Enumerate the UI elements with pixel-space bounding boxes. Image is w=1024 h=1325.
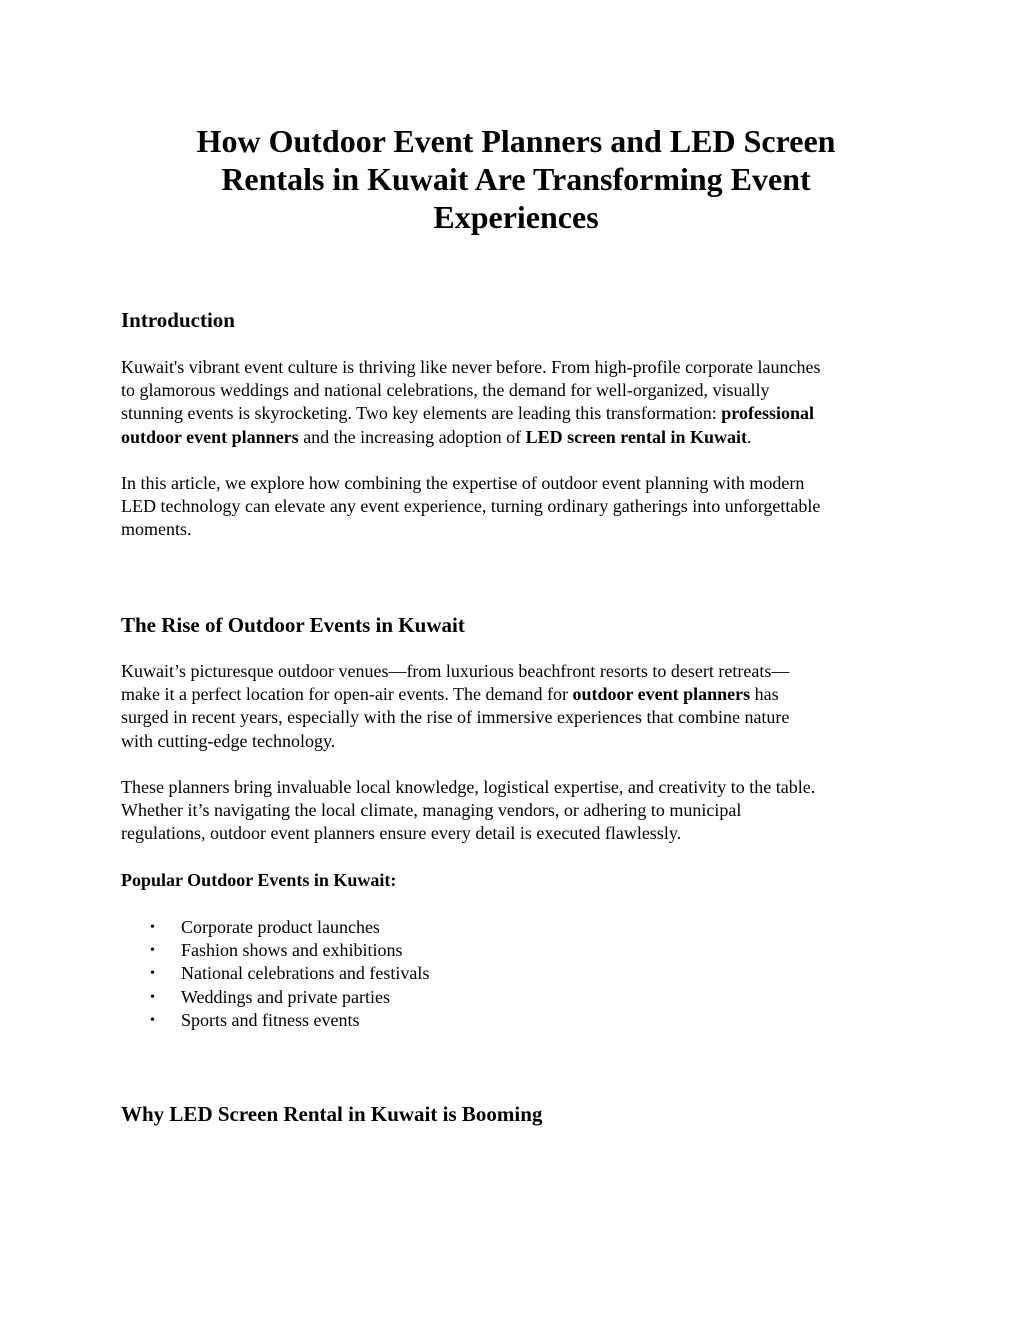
text-line — [121, 402, 911, 425]
list-item-text: National celebrations and festivals — [181, 963, 430, 984]
text-line: Whether it’s navigating the local climate, managing vendors, or adhering to municipal — [121, 800, 742, 821]
bullet-icon: • — [150, 943, 155, 959]
bold-term: outdoor event planners — [121, 426, 299, 447]
list-item — [121, 986, 429, 1009]
title-line: Experiences — [433, 199, 599, 235]
rise-paragraph-2 — [121, 776, 911, 846]
rise-paragraph-1 — [121, 660, 911, 753]
rise-of-outdoor-events-heading: The Rise of Outdoor Events in Kuwait — [121, 613, 465, 637]
popular-events-list — [121, 916, 429, 1032]
list-item-text: Fashion shows and exhibitions — [181, 940, 403, 961]
text-run: and the increasing adoption of — [298, 426, 526, 447]
introduction-heading: Introduction — [121, 308, 235, 332]
text-line: moments. — [121, 519, 192, 540]
list-item — [121, 939, 429, 962]
bullet-icon: • — [150, 966, 155, 982]
bold-term: outdoor event planners — [572, 684, 751, 705]
popular-events-subheading: Popular Outdoor Events in Kuwait: — [121, 870, 397, 890]
text-run: make it a perfect location for open-air events. The demand for — [121, 684, 573, 705]
list-item-text: Sports and fitness events — [181, 1009, 360, 1030]
title-line: How Outdoor Event Planners and LED Screen — [196, 123, 836, 159]
text-run: stunning events is skyrocketing. Two key elements are leading this transformation: — [121, 403, 722, 424]
text-line: to glamorous weddings and national celebrations, the demand for well-organized, visually — [121, 380, 770, 401]
list-item-text: Corporate product launches — [181, 917, 380, 937]
text-line — [121, 426, 911, 449]
text-line: LED technology can elevate any event experience, turning ordinary gatherings into unforgettable — [121, 496, 821, 517]
text-line: regulations, outdoor event planners ensure every detail is executed flawlessly. — [121, 823, 682, 844]
list-item — [121, 1009, 429, 1032]
bullet-icon: • — [150, 1012, 155, 1028]
text-line: Kuwait's vibrant event culture is thriving like never before. From high-profile corporate launches — [121, 357, 821, 377]
text-line: These planners bring invaluable local knowledge, logistical expertise, and creativity to the table. — [121, 777, 816, 797]
title-line: Rentals in Kuwait Are Transforming Event — [221, 161, 811, 197]
text-line: In this article, we explore how combining the expertise of outdoor event planning with modern — [121, 473, 805, 493]
text-line: surged in recent years, especially with the rise of immersive experiences that combine nature — [121, 707, 790, 728]
text-run: . — [746, 426, 752, 447]
text-line: Kuwait’s picturesque outdoor venues—from luxurious beachfront resorts to desert retreats— — [121, 661, 790, 681]
text-line — [121, 683, 911, 706]
list-item — [121, 916, 429, 939]
introduction-paragraph-1 — [121, 356, 911, 449]
introduction-paragraph-2 — [121, 472, 911, 542]
bullet-icon: • — [150, 920, 155, 935]
bullet-icon: • — [150, 989, 155, 1005]
text-line: with cutting-edge technology. — [121, 730, 336, 751]
list-item-text: Weddings and private parties — [181, 986, 390, 1007]
bold-term: professional — [721, 403, 814, 424]
bold-term: LED screen rental in Kuwait — [525, 426, 747, 447]
document-title — [121, 122, 911, 236]
text-run: has — [750, 684, 779, 705]
list-item — [121, 962, 429, 985]
led-booming-heading: Why LED Screen Rental in Kuwait is Booming — [121, 1102, 543, 1126]
